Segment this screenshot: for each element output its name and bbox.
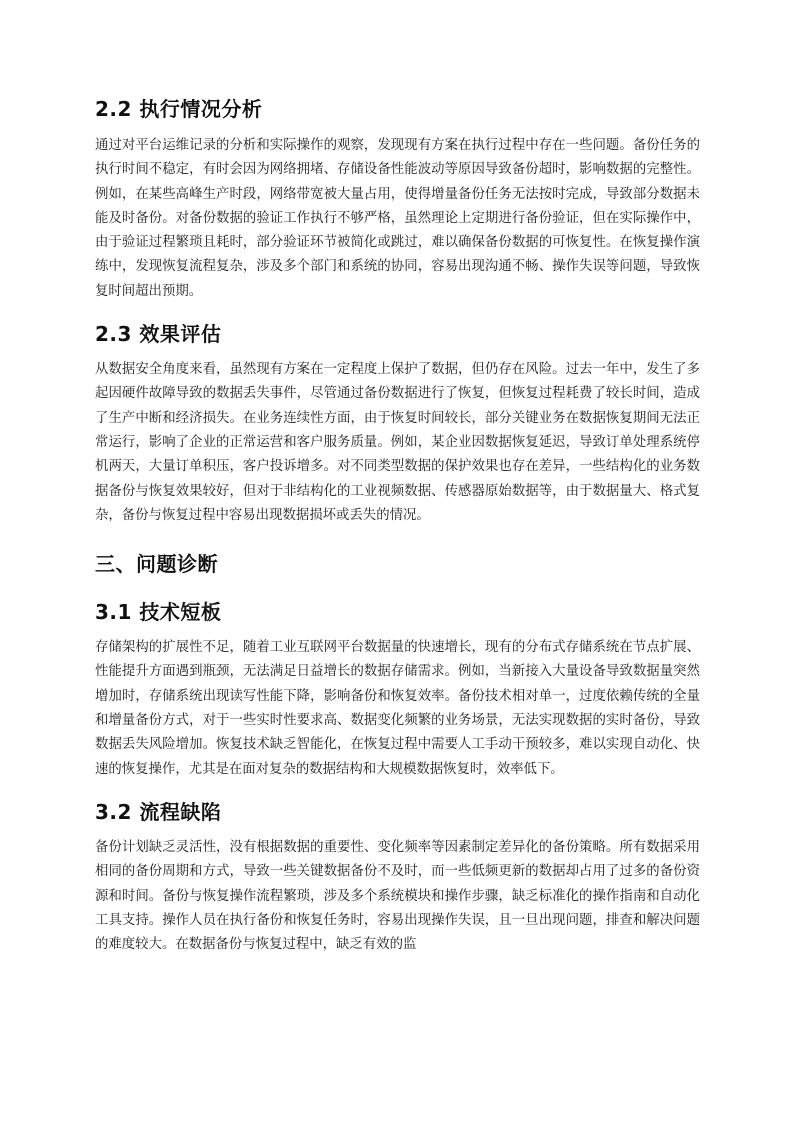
- section-2-3: [95, 319, 700, 528]
- chapter-3: [95, 549, 700, 579]
- section-heading-3-1: 3.1 技术短板: [95, 600, 222, 625]
- section-body-3-2: 备份计划缺乏灵活性，没有根据数据的重要性、变化频率等因素制定差异化的备份策略。所有数据采用相同的备份周期和方式，导致一些关键数据备份不及时，而一些低频更新的数据却占用了过多的备份资源和时间。备份与恢复操作流程繁琐，涉及多个系统模块和操作步骤，缺乏标准化的操作指南和自动化工具支持。操作人员在执行备份和恢复任务时，容易出现操作失误，且一旦出现问题，排查和解决问题的难度较大。在数据备份与恢复过程中，缺乏有效的监: [95, 839, 700, 953]
- section-body-2-2: 通过对平台运维记录的分析和实际操作的观察，发现现有方案在执行过程中存在一些问题。备份任务的执行时间不稳定，有时会因为网络拥堵、存储设备性能波动等原因导致备份超时，影响数据的完整性。例如，在某些高峰生产时段，网络带宽被大量占用，使得增量备份任务无法按时完成，导致部分数据未能及时备份。对备份数据的验证工作执行不够严格，虽然理论上定期进行备份验证，但在实际操作中，由于验证过程繁琐且耗时，部分验证环节被简化或跳过，难以确保备份数据的可恢复性。在恢复操作演练中，发现恢复流程复杂，涉及多个部门和系统的协同，容易出现沟通不畅、操作失误等问题，导致恢复时间超出预期。: [95, 138, 700, 299]
- section-heading-3-2: 3.2 流程缺陷: [95, 799, 222, 824]
- section-heading-2-3: 2.3 效果评估: [95, 322, 222, 347]
- section-body-3-1: 存储架构的扩展性不足，随着工业互联网平台数据量的快速增长，现有的分布式存储系统在节点扩展、性能提升方面遇到瓶颈，无法满足日益增长的数据存储需求。例如，当新接入大量设备导致数据量突然增加时，存储系统出现读写性能下降，影响备份和恢复效率。备份技术相对单一，过度依赖传统的全量和增量备份方式，对于一些实时性要求高、数据变化频繁的业务场景，无法实现数据的实时备份，导致数据丢失风险增加。恢复技术缺乏智能化，在恢复过程中需要人工手动干预较多，难以实现自动化、快速的恢复操作，尤其是在面对复杂的数据结构和大规模数据恢复时，效率低下。: [95, 640, 700, 777]
- section-body-2-3: 从数据安全角度来看，虽然现有方案在一定程度上保护了数据，但仍存在风险。过去一年中，发生了多起因硬件故障导致的数据丢失事件，尽管通过备份数据进行了恢复，但恢复过程耗费了较长时间，造成了生产中断和经济损失。在业务连续性方面，由于恢复时间较长，部分关键业务在数据恢复期间无法正常运行，影响了企业的正常运营和客户服务质量。例如，某企业因数据恢复延迟，导致订单处理系统停机两天，大量订单积压，客户投诉增多。对不同类型数据的保护效果也存在差异，一些结构化的业务数据备份与恢复效果较好，但对于非结构化的工业视频数据、传感器原始数据等，由于数据量大、格式复杂，备份与恢复过程中容易出现数据损坏或丢失的情况。: [95, 362, 700, 523]
- chapter-heading-3: 三、问题诊断: [95, 552, 218, 577]
- section-3-1: [95, 597, 700, 782]
- section-3-2: [95, 797, 700, 957]
- section-2-2: [95, 94, 700, 304]
- document-page: [95, 94, 700, 957]
- section-heading-2-2: 2.2 执行情况分析: [95, 97, 263, 121]
